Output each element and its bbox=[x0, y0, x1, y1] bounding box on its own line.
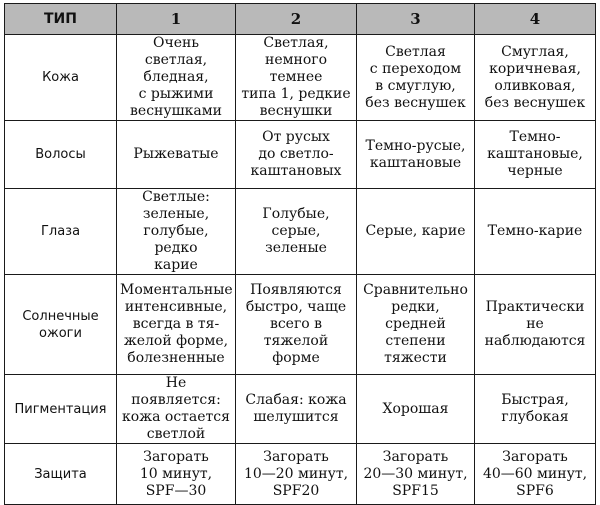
table-row-protection bbox=[5, 444, 596, 505]
header-type-4: 4 bbox=[475, 4, 596, 35]
row-label-sunburn bbox=[5, 275, 117, 375]
row-label-text: Солнечные ожоги bbox=[22, 308, 99, 341]
cell-text: Появляются быстро, чаще всего в тяжелой форме bbox=[245, 282, 347, 366]
table-cell bbox=[475, 275, 596, 375]
row-label-eyes bbox=[5, 189, 117, 275]
cell-text: Моментальные интенсивные, всегда в тя- желой форме, болезненные bbox=[120, 282, 233, 366]
cell-text: Загорать 20—30 минут, SPF15 bbox=[363, 448, 468, 499]
table-row-pigmentation bbox=[5, 375, 596, 444]
cell-text: Темно-русые, каштановые bbox=[365, 137, 466, 171]
table-cell bbox=[475, 444, 596, 505]
cell-text: Загорать 10 минут, SPF—30 bbox=[139, 448, 213, 499]
header-type-1: 1 bbox=[117, 4, 236, 35]
row-label-pigmentation bbox=[5, 375, 117, 444]
table-cell bbox=[236, 189, 357, 275]
table-cell bbox=[117, 121, 236, 189]
cell-text: Рыжеватые bbox=[133, 146, 219, 162]
table-row-eyes bbox=[5, 189, 596, 275]
row-label-text: Глаза bbox=[40, 224, 81, 239]
row-label-text: Кожа bbox=[42, 70, 79, 85]
table-cell bbox=[117, 275, 236, 375]
cell-text: Очень светлая, бледная, с рыжими веснушками bbox=[130, 35, 222, 119]
cell-text: Загорать 10—20 минут, SPF20 bbox=[243, 448, 349, 499]
row-label-text: Волосы bbox=[35, 147, 86, 162]
row-label-hair bbox=[5, 121, 117, 189]
table-cell bbox=[117, 35, 236, 121]
cell-text: Голубые, серые, зеленые bbox=[262, 206, 330, 256]
table-cell bbox=[117, 189, 236, 275]
header-type-2: 2 bbox=[236, 4, 357, 35]
header-type-3: 3 bbox=[357, 4, 475, 35]
cell-text: Загорать 40—60 минут, SPF6 bbox=[482, 448, 588, 499]
skin-phototype-table bbox=[4, 3, 596, 505]
table-cell bbox=[236, 35, 357, 121]
table-cell bbox=[117, 375, 236, 444]
cell-text: Хорошая bbox=[382, 400, 449, 417]
table-cell bbox=[236, 121, 357, 189]
table-row-skin bbox=[5, 35, 596, 121]
table-cell bbox=[357, 275, 475, 375]
table-cell bbox=[236, 375, 357, 444]
table-cell bbox=[236, 444, 357, 505]
table-cell bbox=[357, 121, 475, 189]
cell-text: Светлая с переходом в смуглую, без веснушек bbox=[365, 43, 466, 111]
table-cell bbox=[357, 35, 475, 121]
table-cell bbox=[236, 275, 357, 375]
table-cell bbox=[475, 35, 596, 121]
row-label-skin bbox=[5, 35, 117, 121]
cell-text: Сравнительно редки, средней степени тяжести bbox=[363, 282, 468, 366]
header-row bbox=[5, 4, 596, 35]
row-label-text: Защита bbox=[34, 466, 87, 482]
cell-text: Темно-карие bbox=[487, 223, 583, 239]
cell-text: Слабая: кожа шелушится bbox=[245, 392, 347, 425]
cell-text: Серые, карие bbox=[365, 223, 466, 239]
cell-text: От русых до светло- каштановых bbox=[250, 129, 342, 179]
row-label-text: Пигментация bbox=[14, 401, 107, 417]
header-type-label: ТИП bbox=[5, 4, 117, 35]
table-cell bbox=[117, 444, 236, 505]
cell-text: Светлая, немного темнее типа 1, редкие веснушки bbox=[241, 35, 351, 119]
table-row-hair bbox=[5, 121, 596, 189]
cell-text: Светлые: зеленые, голубые, редко карие bbox=[142, 189, 210, 273]
table-cell bbox=[357, 189, 475, 275]
cell-text: Темно- каштановые, черные bbox=[487, 129, 583, 179]
table-cell bbox=[357, 375, 475, 444]
table-cell bbox=[357, 444, 475, 505]
row-label-protection bbox=[5, 444, 117, 505]
table-row-sunburn bbox=[5, 275, 596, 375]
cell-text: Практически не наблюдаются bbox=[484, 299, 586, 349]
table-cell bbox=[475, 121, 596, 189]
table-cell bbox=[475, 189, 596, 275]
cell-text: Быстрая, глубокая bbox=[501, 392, 569, 425]
cell-text: Не появляется: кожа остается светлой bbox=[122, 375, 230, 442]
cell-text: Смуглая, коричневая, оливковая, без веснушек bbox=[484, 43, 586, 111]
table-cell bbox=[475, 375, 596, 444]
